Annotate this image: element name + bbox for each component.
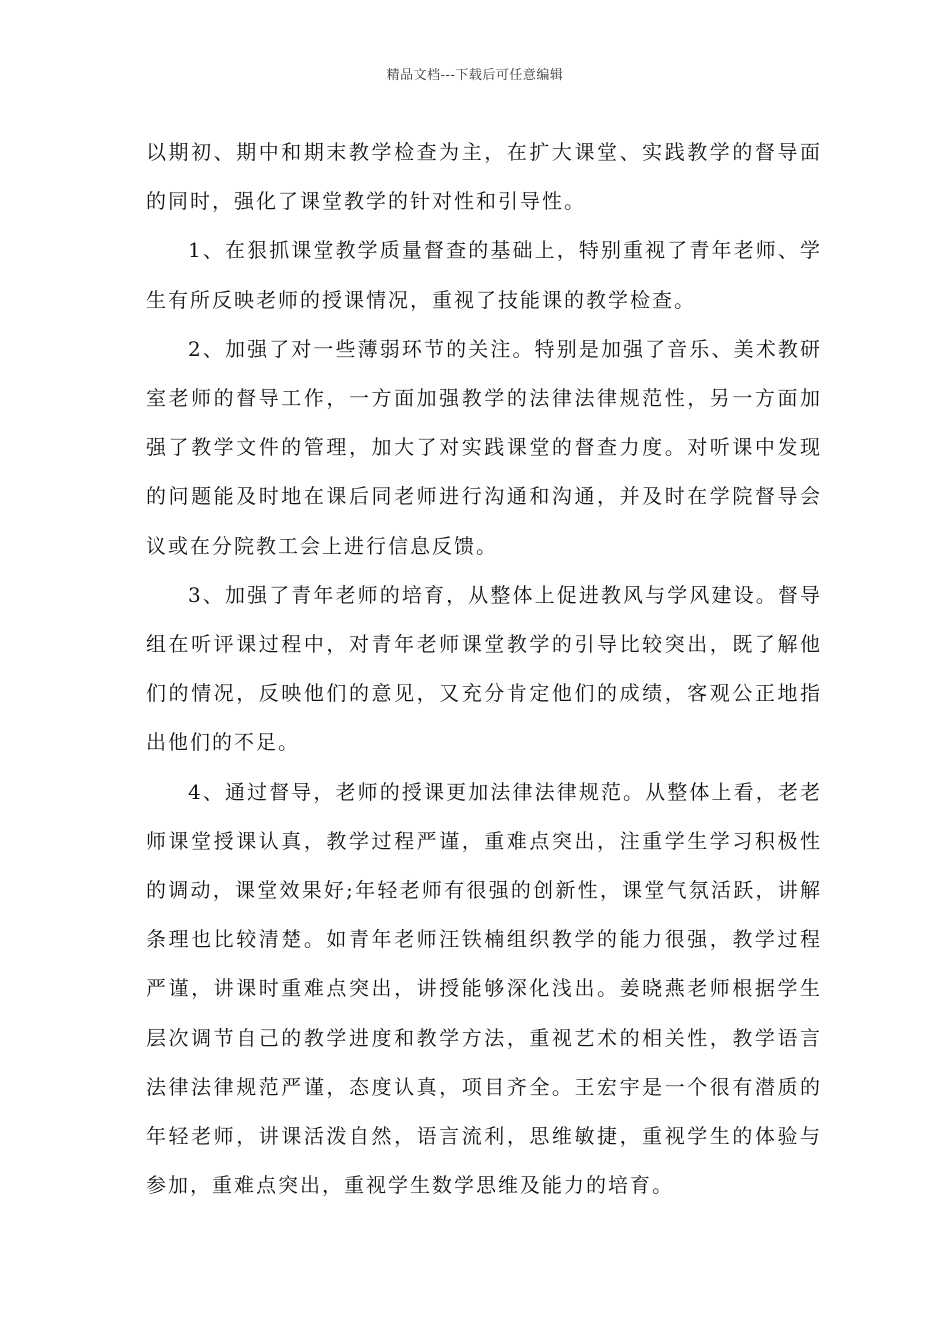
document-body (146, 128, 822, 1210)
paragraph-item-1: 1、在狠抓课堂教学质量督查的基础上，特别重视了青年老师、学生有所反映老师的授课情况，重视了技能课的教学检查。 (146, 238, 822, 312)
paragraph-item-3: 3、加强了青年老师的培育，从整体上促进教风与学风建设。督导组在听评课过程中，对青年老师课堂教学的引导比较突出，既了解他们的情况，反映他们的意见，又充分肯定他们的成绩，客观公正地指出他们的不足。 (146, 582, 822, 755)
paragraph-item-2: 2、加强了对一些薄弱环节的关注。特别是加强了音乐、美术教研室老师的督导工作，一方面加强教学的法律法律规范性，另一方面加强了教学文件的管理，加大了对实践课堂的督查力度。对听课中发现的问题能及时地在课后同老师进行沟通和沟通，并及时在学院督导会议或在分院教工会上进行信息反馈。 (146, 336, 822, 558)
paragraph-item-4: 4、通过督导，老师的授课更加法律法律规范。从整体上看，老老师课堂授课认真，教学过程严谨，重难点突出，注重学生学习积极性的调动，课堂效果好;年轻老师有很强的创新性，课堂气氛活跃，讲解条理也比较清楚。如青年老师汪铁楠组织教学的能力很强，教学过程严谨，讲课时重难点突出，讲授能够深化浅出。姜晓燕老师根据学生层次调节自己的教学进度和教学方法，重视艺术的相关性，教学语言法律法律规范严谨，态度认真，项目齐全。王宏宇是一个很有潜质的年轻老师，讲课活泼自然，语言流利，思维敏捷，重视学生的体验与参加，重难点突出，重视学生数学思维及能力的培育。 (146, 779, 822, 1198)
page-header: 精品文档---下载后可任意编辑 (386, 68, 564, 83)
paragraph-intro: 以期初、期中和期末教学检查为主，在扩大课堂、实践教学的督导面的同时，强化了课堂教学的针对性和引导性。 (146, 140, 822, 214)
